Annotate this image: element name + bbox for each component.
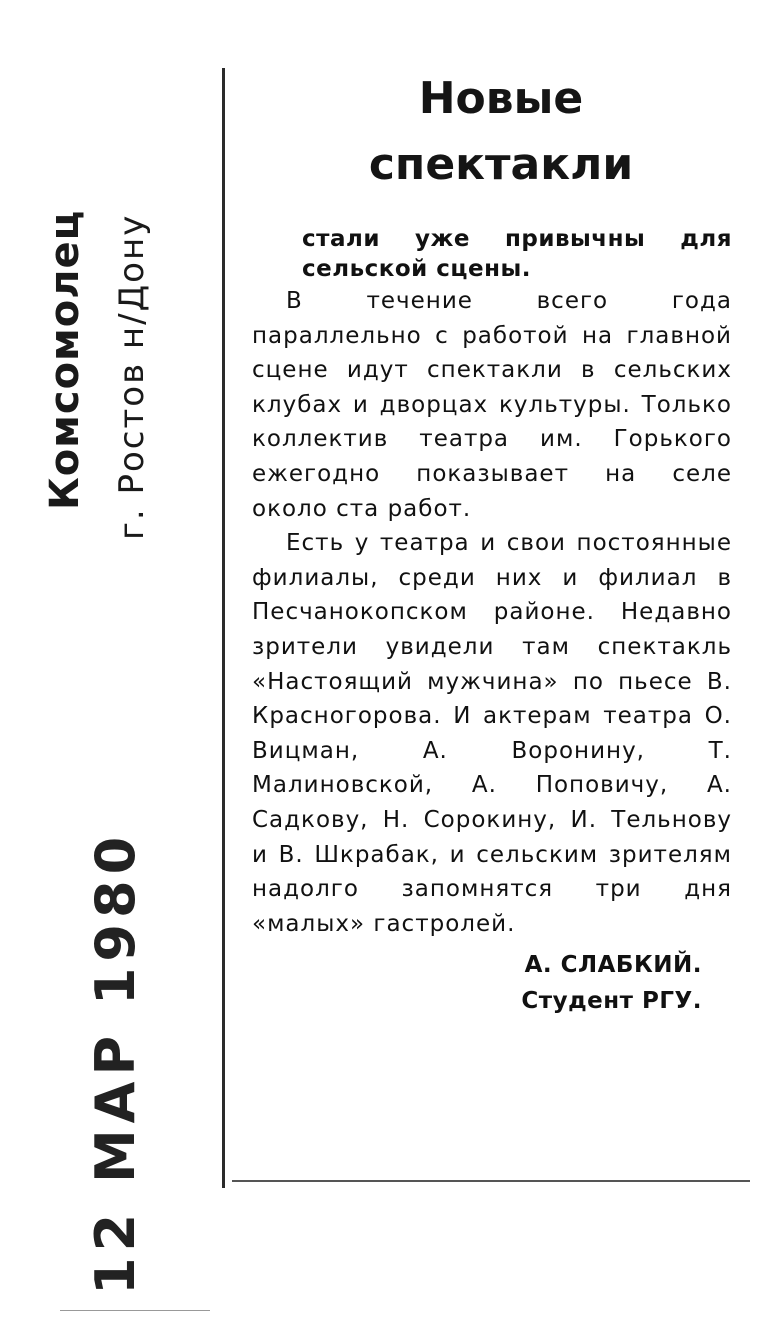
newspaper-name-stamp: Комсомолец — [42, 209, 88, 510]
column-rule-vertical — [222, 68, 225, 1188]
article-lead: стали уже привычны для сельской сцены. — [302, 226, 732, 282]
headline-line-1: Новые — [418, 73, 584, 124]
author-role: Студент РГУ. — [521, 988, 702, 1015]
headline-line-2: спектакли — [368, 139, 634, 190]
article-signature — [252, 947, 732, 1019]
article-paragraph: В течение всего года параллельно с работой на главной сцене идут спектакли в сельских клубах и дворцах культуры. Только коллектив театра им. Горького ежегодно показывает на селе около ста работ. — [252, 288, 732, 522]
newspaper-article — [252, 66, 732, 1019]
author-name: А. СЛАБКИЙ. — [524, 952, 702, 979]
article-body — [252, 284, 732, 941]
column-rule-bottom — [232, 1180, 750, 1182]
article-paragraph: Есть у театра и свои постоянные филиалы, среди них и филиал в Песчанокопском районе. Недавно зрители увидели там спектакль «Настоящий мужчина» по пьесе В. Красногорова. И актерам театра О. Вицман, А. Воронину, Т. Малиновской, А. Поповичу, А. Садкову, Н. Сорокину, И. Тельнову и В. Шкрабак, и сельским зрителям надолго запомнятся три дня «малых» гастролей. — [252, 530, 732, 937]
date-stamp: 12 МАР 1980 — [84, 830, 147, 1295]
clipping-edge-line — [60, 1310, 210, 1311]
newspaper-city-stamp: г. Ростов н/Дону — [112, 213, 152, 540]
article-headline — [252, 66, 732, 198]
